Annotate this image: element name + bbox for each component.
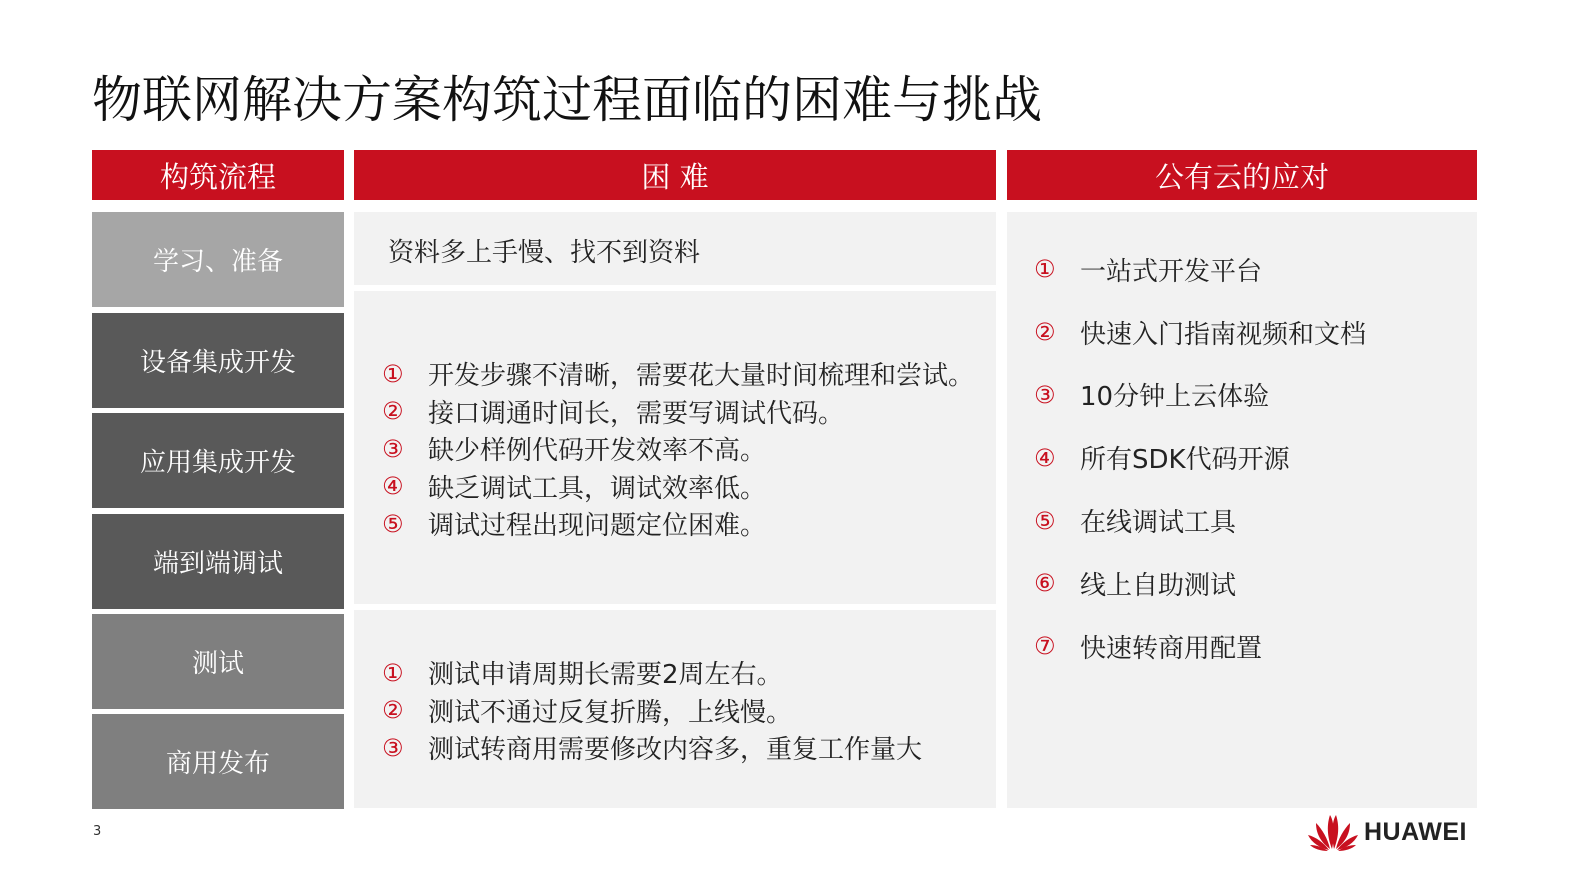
list-item: ④ 缺乏调试工具，调试效率低。 <box>382 472 767 504</box>
list-item: ⑥ 线上自助测试 <box>1034 569 1237 601</box>
list-item: ② 接口调通时间长，需要写调试代码。 <box>382 397 845 429</box>
header-difficulty: 困 难 <box>354 150 996 200</box>
list-item: ② 快速入门指南视频和文档 <box>1034 318 1367 350</box>
step-testing: 测试 <box>92 614 344 709</box>
list-item: ② 测试不通过反复折腾，上线慢。 <box>382 696 793 728</box>
list-item: ① 开发步骤不清晰，需要花大量时间梳理和尝试。 <box>382 359 975 392</box>
step-release: 商用发布 <box>92 714 344 809</box>
header-response: 公有云的应对 <box>1007 150 1477 200</box>
page-title: 物联网解决方案构筑过程面临的困难与挑战 <box>92 71 1042 129</box>
list-item: ⑤ 在线调试工具 <box>1034 506 1237 539</box>
huawei-flower-icon <box>1308 813 1358 851</box>
step-device-integration: 设备集成开发 <box>92 313 344 408</box>
step-app-integration: 应用集成开发 <box>92 413 344 508</box>
response-list <box>1034 238 1366 678</box>
list-item: ① 一站式开发平台 <box>1034 255 1263 287</box>
list-item: ⑦ 快速转商用配置 <box>1034 632 1263 664</box>
list-item: ③ 10分钟上云体验 <box>1034 380 1270 413</box>
difficulty-learning-text: 资料多上手慢、找不到资料 <box>388 238 701 268</box>
difficulty-testing-list <box>382 654 922 767</box>
list-item: ④ 所有SDK代码开源 <box>1034 443 1290 476</box>
list-item: ③ 测试转商用需要修改内容多，重复工作量大 <box>382 733 923 766</box>
brand-name: HUAWEI <box>1364 817 1467 846</box>
step-e2e-debug: 端到端调试 <box>92 514 344 609</box>
difficulty-development-list <box>382 355 974 543</box>
header-process: 构筑流程 <box>92 150 344 200</box>
list-item: ③ 缺少样例代码开发效率不高。 <box>382 434 767 467</box>
page-number: 3 <box>93 824 102 839</box>
huawei-logo <box>1308 812 1467 852</box>
list-item: ⑤ 调试过程出现问题定位困难。 <box>382 509 767 542</box>
list-item: ① 测试申请周期长需要2周左右。 <box>382 658 783 691</box>
step-learning: 学习、准备 <box>92 212 344 307</box>
